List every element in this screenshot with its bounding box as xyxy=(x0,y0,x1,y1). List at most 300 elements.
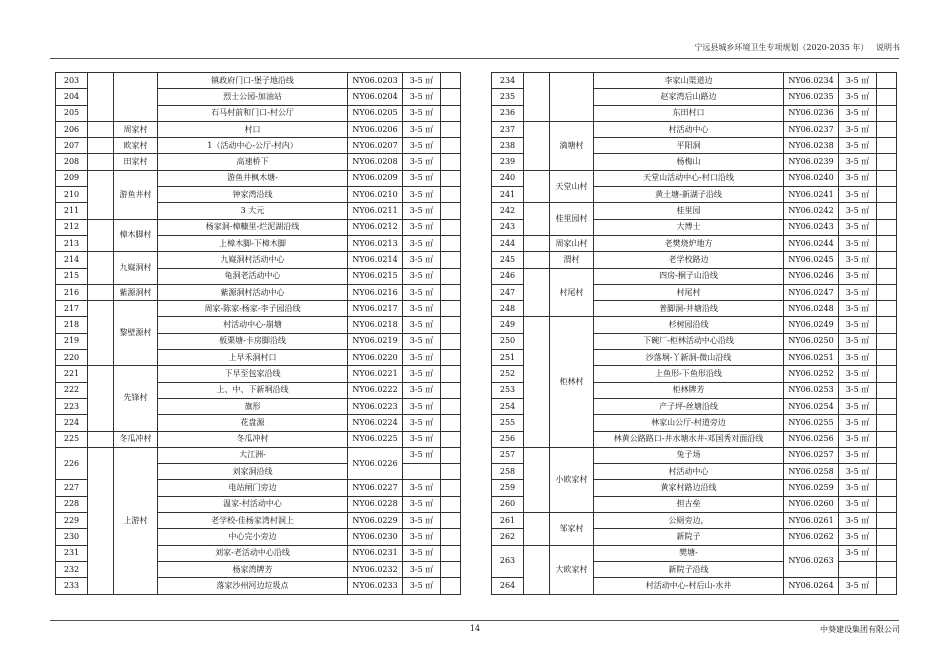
blank-cell-end xyxy=(877,496,897,512)
location: 沙落垌-丫新洞-微山沿线 xyxy=(594,350,784,366)
location: 杉树园沿线 xyxy=(594,317,784,333)
area: 3-5 ㎡ xyxy=(839,284,877,300)
village-name: 天堂山村 xyxy=(550,170,594,203)
row-number: 234 xyxy=(492,73,524,89)
row-number: 246 xyxy=(492,268,524,284)
location: 村活动中心 xyxy=(594,121,784,137)
village-name: 渭村 xyxy=(550,252,594,268)
blank-cell-end xyxy=(877,545,897,561)
row-number: 237 xyxy=(492,121,524,137)
table-row xyxy=(492,121,897,137)
area: 3-5 ㎡ xyxy=(403,382,441,398)
blank-cell-end xyxy=(441,284,461,300)
location: 桂里园 xyxy=(594,203,784,219)
code: NY06.0210 xyxy=(348,187,403,203)
code: NY06.0231 xyxy=(348,545,403,561)
code: NY06.0236 xyxy=(784,105,839,121)
footer-company: 中葵建设集团有限公司 xyxy=(820,625,900,634)
area: 3-5 ㎡ xyxy=(403,317,441,333)
location: 下早至包家沿线 xyxy=(158,366,348,382)
blank-cell-end xyxy=(877,121,897,137)
row-number: 227 xyxy=(56,480,88,496)
area: 3-5 ㎡ xyxy=(839,529,877,545)
blank-cell-end xyxy=(877,447,897,463)
row-number: 210 xyxy=(56,187,88,203)
location: 兔子场 xyxy=(594,447,784,463)
table-row xyxy=(56,73,461,89)
code: NY06.0207 xyxy=(348,138,403,154)
page-header xyxy=(694,42,900,53)
blank-cell-end xyxy=(441,138,461,154)
row-number: 221 xyxy=(56,366,88,382)
location: 中心完小旁边 xyxy=(158,529,348,545)
village-name: 田家村 xyxy=(114,154,158,170)
row-number: 249 xyxy=(492,317,524,333)
row-number: 207 xyxy=(56,138,88,154)
row-number: 231 xyxy=(56,545,88,561)
blank-cell-end xyxy=(441,235,461,251)
location: 落家沙州河边垃圾点 xyxy=(158,578,348,594)
area: 3-5 ㎡ xyxy=(839,301,877,317)
area: 3-5 ㎡ xyxy=(403,350,441,366)
village-name: 滴塘村 xyxy=(550,121,594,170)
row-number: 224 xyxy=(56,415,88,431)
table-row xyxy=(492,545,897,561)
location: 四房-桐子山沿线 xyxy=(594,268,784,284)
row-number: 254 xyxy=(492,398,524,414)
blank-cell-end xyxy=(441,464,461,480)
table-row xyxy=(492,235,897,251)
area: 3-5 ㎡ xyxy=(839,89,877,105)
location: 村活动中心-崩塘 xyxy=(158,317,348,333)
location: 杨家洞-樟糠里-烂泥湖沿线 xyxy=(158,219,348,235)
blank-cell xyxy=(524,170,550,203)
area: 3-5 ㎡ xyxy=(839,235,877,251)
area: 3-5 ㎡ xyxy=(403,73,441,89)
blank-cell-end xyxy=(877,431,897,447)
row-number: 259 xyxy=(492,480,524,496)
code: NY06.0208 xyxy=(348,154,403,170)
location: 村尾村 xyxy=(594,284,784,300)
row-number: 240 xyxy=(492,170,524,186)
blank-cell-end xyxy=(441,350,461,366)
blank-cell-end xyxy=(877,187,897,203)
village-name: 桂里园村 xyxy=(550,203,594,236)
blank-cell xyxy=(88,154,114,170)
code: NY06.0258 xyxy=(784,464,839,480)
left-table xyxy=(55,72,461,595)
row-number: 244 xyxy=(492,235,524,251)
blank-cell xyxy=(88,366,114,431)
blank-cell-end xyxy=(441,480,461,496)
code: NY06.0264 xyxy=(784,578,839,594)
row-number: 245 xyxy=(492,252,524,268)
table-row xyxy=(56,301,461,317)
blank-cell-end xyxy=(441,496,461,512)
code: NY06.0225 xyxy=(348,431,403,447)
area: 3-5 ㎡ xyxy=(839,513,877,529)
blank-cell-end xyxy=(441,154,461,170)
location: 旗形 xyxy=(158,398,348,414)
location: 公厕旁边， xyxy=(594,513,784,529)
blank-cell-end xyxy=(877,529,897,545)
code: NY06.0238 xyxy=(784,138,839,154)
table-row xyxy=(56,447,461,463)
row-number: 217 xyxy=(56,301,88,317)
location: 高速桥下 xyxy=(158,154,348,170)
table-row xyxy=(492,317,897,333)
blank-cell-end xyxy=(441,333,461,349)
blank-cell-end xyxy=(877,89,897,105)
code: NY06.0252 xyxy=(784,366,839,382)
code: NY06.0227 xyxy=(348,480,403,496)
area: 3-5 ㎡ xyxy=(403,170,441,186)
code: NY06.0205 xyxy=(348,105,403,121)
location: 大江洲- xyxy=(158,447,348,463)
blank-cell-end xyxy=(877,268,897,284)
code: NY06.0260 xyxy=(784,496,839,512)
code: NY06.0263 xyxy=(784,545,839,578)
location: 樊塘- xyxy=(594,545,784,561)
area: 3-5 ㎡ xyxy=(839,170,877,186)
area: 3-5 ㎡ xyxy=(403,480,441,496)
code: NY06.0204 xyxy=(348,89,403,105)
code: NY06.0235 xyxy=(784,89,839,105)
area: 3-5 ㎡ xyxy=(403,447,441,463)
area: 3-5 ㎡ xyxy=(839,350,877,366)
table-row xyxy=(56,252,461,268)
location: 林家山公厅-村道旁边 xyxy=(594,415,784,431)
area: 3-5 ㎡ xyxy=(403,415,441,431)
location: 黄家村路边沿线 xyxy=(594,480,784,496)
location: 九嶷洞村活动中心 xyxy=(158,252,348,268)
row-number: 206 xyxy=(56,121,88,137)
village-name: 九嶷洞村 xyxy=(114,252,158,285)
blank-cell-end xyxy=(441,317,461,333)
code: NY06.0216 xyxy=(348,284,403,300)
blank-cell-end xyxy=(877,366,897,382)
blank-cell xyxy=(88,284,114,300)
table-row xyxy=(56,366,461,382)
code: NY06.0250 xyxy=(784,333,839,349)
code: NY06.0239 xyxy=(784,154,839,170)
header-title: 宁远县城乡环境卫生专项规划（2020-2035 年） xyxy=(694,43,869,52)
footer-rule xyxy=(50,620,899,621)
location: 柜林牌芳 xyxy=(594,382,784,398)
village-name: 村尾村 xyxy=(550,268,594,317)
row-number: 214 xyxy=(56,252,88,268)
row-number: 238 xyxy=(492,138,524,154)
code: NY06.0219 xyxy=(348,333,403,349)
blank-cell-end xyxy=(441,89,461,105)
blank-cell xyxy=(88,431,114,447)
location: 板栗塘-卡房脚沿线 xyxy=(158,333,348,349)
location: 钟家湾沿线 xyxy=(158,187,348,203)
location: 温家-村活动中心 xyxy=(158,496,348,512)
blank-cell xyxy=(88,252,114,285)
blank-cell-end xyxy=(877,203,897,219)
blank-cell xyxy=(88,138,114,154)
blank-cell-end xyxy=(441,415,461,431)
code: NY06.0206 xyxy=(348,121,403,137)
row-number: 258 xyxy=(492,464,524,480)
location: 东田村口 xyxy=(594,105,784,121)
location: 黄土塘-新湖子沿线 xyxy=(594,187,784,203)
row-number: 252 xyxy=(492,366,524,382)
table-row xyxy=(56,219,461,235)
table-row xyxy=(56,170,461,186)
code: NY06.0217 xyxy=(348,301,403,317)
blank-cell xyxy=(524,317,550,447)
blank-cell-end xyxy=(441,578,461,594)
village-name: 游鱼井村 xyxy=(114,170,158,219)
blank-cell-end xyxy=(877,252,897,268)
blank-cell-end xyxy=(441,366,461,382)
location: 花盘源 xyxy=(158,415,348,431)
area xyxy=(403,464,441,480)
blank-cell xyxy=(524,73,550,122)
row-number: 241 xyxy=(492,187,524,203)
row-number: 216 xyxy=(56,284,88,300)
area: 3-5 ㎡ xyxy=(403,398,441,414)
row-number: 264 xyxy=(492,578,524,594)
location: 村活动中心 xyxy=(594,464,784,480)
code: NY06.0259 xyxy=(784,480,839,496)
code: NY06.0213 xyxy=(348,235,403,251)
row-number: 211 xyxy=(56,203,88,219)
table-row xyxy=(56,154,461,170)
area: 3-5 ㎡ xyxy=(403,545,441,561)
village-name: 大欧家村 xyxy=(550,545,594,594)
location: 上鱼形-下鱼形沿线 xyxy=(594,366,784,382)
row-number: 263 xyxy=(492,545,524,578)
code: NY06.0215 xyxy=(348,268,403,284)
row-number: 204 xyxy=(56,89,88,105)
village-name: 周家村 xyxy=(114,121,158,137)
blank-cell xyxy=(88,121,114,137)
area: 3-5 ㎡ xyxy=(839,431,877,447)
area: 3-5 ㎡ xyxy=(839,398,877,414)
area: 3-5 ㎡ xyxy=(403,431,441,447)
table-row xyxy=(492,203,897,219)
location: 镇政府门口-堡子地沿线 xyxy=(158,73,348,89)
location: 电站闸门旁边 xyxy=(158,480,348,496)
blank-cell-end xyxy=(441,219,461,235)
code: NY06.0240 xyxy=(784,170,839,186)
blank-cell-end xyxy=(877,333,897,349)
area: 3-5 ㎡ xyxy=(839,333,877,349)
location: 担古垒 xyxy=(594,496,784,512)
area: 3-5 ㎡ xyxy=(839,480,877,496)
code: NY06.0254 xyxy=(784,398,839,414)
code: NY06.0241 xyxy=(784,187,839,203)
area: 3-5 ㎡ xyxy=(403,138,441,154)
blank-cell-end xyxy=(877,561,897,577)
area: 3-5 ㎡ xyxy=(839,317,877,333)
row-number: 243 xyxy=(492,219,524,235)
code: NY06.0211 xyxy=(348,203,403,219)
location: 产子坪-丝塘沿线 xyxy=(594,398,784,414)
row-number: 233 xyxy=(56,578,88,594)
area: 3-5 ㎡ xyxy=(403,105,441,121)
code: NY06.0257 xyxy=(784,447,839,463)
location: 平阳洞 xyxy=(594,138,784,154)
location: 新院子 xyxy=(594,529,784,545)
blank-cell xyxy=(88,73,114,122)
area: 3-5 ㎡ xyxy=(403,333,441,349)
code: NY06.0249 xyxy=(784,317,839,333)
row-number: 205 xyxy=(56,105,88,121)
area: 3-5 ㎡ xyxy=(839,154,877,170)
location: 普脚洞-井塘沿线 xyxy=(594,301,784,317)
code: NY06.0218 xyxy=(348,317,403,333)
row-number: 215 xyxy=(56,268,88,284)
village-name: 冬瓜冲村 xyxy=(114,431,158,447)
blank-cell-end xyxy=(877,350,897,366)
code: NY06.0233 xyxy=(348,578,403,594)
area: 3-5 ㎡ xyxy=(839,545,877,561)
blank-cell-end xyxy=(877,301,897,317)
area: 3-5 ㎡ xyxy=(839,219,877,235)
blank-cell-end xyxy=(441,301,461,317)
code: NY06.0244 xyxy=(784,235,839,251)
row-number: 239 xyxy=(492,154,524,170)
code: NY06.0245 xyxy=(784,252,839,268)
area: 3-5 ㎡ xyxy=(403,187,441,203)
area: 3-5 ㎡ xyxy=(839,366,877,382)
location: 杨梅山 xyxy=(594,154,784,170)
blank-cell xyxy=(524,545,550,594)
row-number: 253 xyxy=(492,382,524,398)
table-row xyxy=(492,268,897,284)
blank-cell xyxy=(88,447,114,594)
blank-cell-end xyxy=(877,138,897,154)
blank-cell-end xyxy=(441,398,461,414)
row-number: 222 xyxy=(56,382,88,398)
row-number: 229 xyxy=(56,513,88,529)
table-row xyxy=(56,121,461,137)
area: 3-5 ㎡ xyxy=(403,203,441,219)
code: NY06.0229 xyxy=(348,513,403,529)
area: 3-5 ㎡ xyxy=(403,235,441,251)
blank-cell-end xyxy=(441,447,461,463)
area: 3-5 ㎡ xyxy=(839,382,877,398)
header-doc-type: 说明书 xyxy=(876,43,900,52)
blank-cell-end xyxy=(877,219,897,235)
table-row xyxy=(492,252,897,268)
location: 老学校路边 xyxy=(594,252,784,268)
row-number: 262 xyxy=(492,529,524,545)
code: NY06.0256 xyxy=(784,431,839,447)
location: 1（活动中心-公厅-村内） xyxy=(158,138,348,154)
code: NY06.0253 xyxy=(784,382,839,398)
blank-cell-end xyxy=(877,513,897,529)
area: 3-5 ㎡ xyxy=(403,496,441,512)
location: 村活动中心-村后山-水井 xyxy=(594,578,784,594)
code: NY06.0243 xyxy=(784,219,839,235)
code: NY06.0209 xyxy=(348,170,403,186)
row-number: 230 xyxy=(56,529,88,545)
location: 林黄公路路口-井水塘水井-邓国秀对面沿线 xyxy=(594,431,784,447)
row-number: 256 xyxy=(492,431,524,447)
blank-cell-end xyxy=(877,398,897,414)
area: 3-5 ㎡ xyxy=(839,578,877,594)
page-number: 14 xyxy=(469,624,481,633)
blank-cell-end xyxy=(877,578,897,594)
area: 3-5 ㎡ xyxy=(839,464,877,480)
row-number: 213 xyxy=(56,235,88,251)
location: 新院子沿线 xyxy=(594,561,784,577)
area: 3-5 ㎡ xyxy=(403,578,441,594)
code: NY06.0230 xyxy=(348,529,403,545)
village-name: 黎壁源村 xyxy=(114,301,158,366)
code: NY06.0248 xyxy=(784,301,839,317)
row-number: 255 xyxy=(492,415,524,431)
code: NY06.0226 xyxy=(348,447,403,480)
area: 3-5 ㎡ xyxy=(403,154,441,170)
area: 3-5 ㎡ xyxy=(839,447,877,463)
table-row xyxy=(492,447,897,463)
row-number: 242 xyxy=(492,203,524,219)
blank-cell-end xyxy=(877,464,897,480)
row-number: 225 xyxy=(56,431,88,447)
area xyxy=(839,561,877,577)
code: NY06.0214 xyxy=(348,252,403,268)
area: 3-5 ㎡ xyxy=(403,89,441,105)
code: NY06.0212 xyxy=(348,219,403,235)
code: NY06.0220 xyxy=(348,350,403,366)
blank-cell-end xyxy=(441,121,461,137)
row-number: 257 xyxy=(492,447,524,463)
area: 3-5 ㎡ xyxy=(839,187,877,203)
blank-cell-end xyxy=(877,235,897,251)
row-number: 220 xyxy=(56,350,88,366)
area: 3-5 ㎡ xyxy=(403,268,441,284)
code: NY06.0222 xyxy=(348,382,403,398)
blank-cell-end xyxy=(877,382,897,398)
table-row xyxy=(492,513,897,529)
location: 3 大元 xyxy=(158,203,348,219)
location: 老学校-佳杨家湾村洞上 xyxy=(158,513,348,529)
row-number: 212 xyxy=(56,219,88,235)
blank-cell xyxy=(524,252,550,268)
area: 3-5 ㎡ xyxy=(839,105,877,121)
code: NY06.0232 xyxy=(348,561,403,577)
header-rule xyxy=(50,58,899,59)
row-number: 219 xyxy=(56,333,88,349)
area: 3-5 ㎡ xyxy=(839,73,877,89)
blank-cell-end xyxy=(441,382,461,398)
village-name xyxy=(114,73,158,122)
blank-cell-end xyxy=(877,154,897,170)
village-name xyxy=(550,73,594,122)
blank-cell-end xyxy=(877,317,897,333)
area: 3-5 ㎡ xyxy=(403,219,441,235)
location: 周家-陈家-杨家-李子园沿线 xyxy=(158,301,348,317)
village-name: 上游村 xyxy=(114,447,158,594)
code: NY06.0261 xyxy=(784,513,839,529)
row-number: 232 xyxy=(56,561,88,577)
row-number: 235 xyxy=(492,89,524,105)
village-name: 先锋村 xyxy=(114,366,158,431)
blank-cell-end xyxy=(441,513,461,529)
code: NY06.0242 xyxy=(784,203,839,219)
location: 烈士公园-加油站 xyxy=(158,89,348,105)
row-number: 236 xyxy=(492,105,524,121)
area: 3-5 ㎡ xyxy=(839,496,877,512)
row-number: 250 xyxy=(492,333,524,349)
blank-cell-end xyxy=(877,170,897,186)
